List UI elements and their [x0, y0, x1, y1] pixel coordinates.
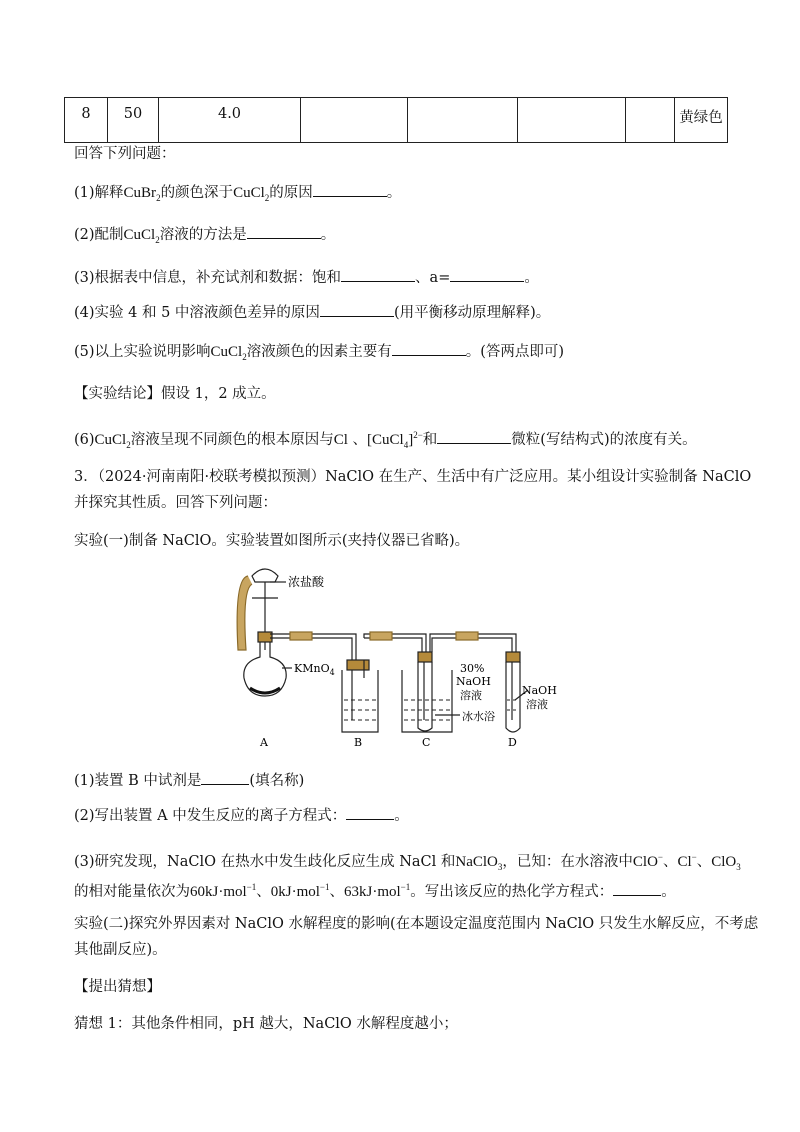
table-cell [65, 98, 108, 143]
cell-text [518, 98, 625, 106]
formula-text: 63kJ·mol [344, 884, 401, 900]
s3-text: 、 [329, 884, 344, 900]
label-soln1: 溶液 [460, 689, 482, 702]
experiment-2-line-1: 实验(二)探究外界因素对 NaClO 水解程度的影响(在本题设定温度范围内 NaClO 只发生水解反应，不考虑 [74, 916, 759, 932]
question-6 [74, 424, 697, 456]
formula-sub: 2 [242, 352, 247, 362]
table-cell [159, 98, 301, 143]
label-soln2: 溶液 [526, 698, 548, 711]
q1-text: 。 [386, 185, 402, 201]
sub-question-3-line-1 [74, 846, 741, 878]
test-tube-d-icon [506, 662, 520, 732]
problem-3-line-1: 3．（2024·河南南阳·校联考模拟预测）NaClO 在生产、生活中有广泛应用。某小组设计实验制备 NaClO [74, 469, 752, 485]
answer-blank[interactable] [320, 302, 394, 317]
s1-text: (1)装置 B 中试剂是 [74, 773, 202, 789]
q5-text: 。(答两点即可) [465, 344, 565, 360]
label-c: C [422, 736, 431, 749]
formula-text: Cl [677, 854, 692, 870]
cell-text: 4.0 [217, 106, 242, 122]
q6-text: 和 [422, 432, 438, 448]
formula-sup: − [657, 852, 663, 862]
intro-text: 回答下列问题： [74, 146, 176, 162]
answer-blank[interactable] [313, 182, 387, 197]
table-cell [108, 98, 159, 143]
formula-text: 60kJ·mol [190, 884, 247, 900]
formula-text: CuCl [233, 185, 265, 201]
question-5 [74, 341, 564, 368]
label-ice: 冰水浴 [462, 710, 495, 723]
cell-text [626, 98, 674, 106]
cell-text: 黄绿色 [679, 110, 723, 126]
beaker-icon [402, 670, 452, 732]
s3-text: 、 [662, 854, 678, 870]
q3-text: 、a= [415, 270, 451, 286]
s3-text: 的相对能量依次为 [74, 884, 190, 900]
question-3 [74, 267, 539, 289]
label-b: B [354, 736, 363, 749]
q2-text: 。 [320, 227, 336, 243]
cell-text [301, 98, 407, 106]
experiment-2-line-2: 其他副反应)。 [74, 942, 167, 958]
formula-sub: 2 [264, 193, 270, 203]
apparatus-figure [230, 560, 570, 755]
formula-text: ClO [711, 854, 737, 870]
q2-text: (2)配制 [74, 227, 124, 243]
energy [271, 884, 330, 900]
formula [124, 227, 160, 243]
label-a: A [260, 736, 268, 749]
funnel-icon [252, 569, 278, 582]
answer-blank[interactable] [201, 770, 249, 785]
conclusion-heading: 【实验结论】假设 1，2 成立。 [74, 386, 276, 402]
table-cell [626, 98, 675, 143]
formula-sub: 2 [126, 440, 131, 450]
sub-question-3-line-2 [74, 876, 676, 903]
stopper-icon [258, 632, 272, 642]
cell-text: 50 [123, 106, 143, 122]
formula-sup: −1 [400, 882, 411, 892]
label-naoh2: NaOH [522, 684, 557, 697]
q6-text: 溶液呈现不同颜色的根本原因与 [130, 432, 334, 448]
ion-complex [367, 432, 423, 448]
bracket-left-icon: [ [367, 432, 373, 448]
table-cell [408, 98, 518, 143]
table-cell [518, 98, 626, 143]
formula [233, 185, 269, 201]
s3-text: 。 [661, 884, 676, 900]
test-tube-c-icon [418, 662, 432, 731]
q6-text: 、 [352, 432, 368, 448]
formula-text: NaClO [455, 854, 498, 870]
answer-blank[interactable] [450, 267, 524, 282]
q1-text: 的颜色深于 [160, 185, 234, 201]
q3-text: (3)根据表中信息，补充试剂和数据：饱和 [74, 270, 342, 286]
formula-sub: 3 [736, 862, 741, 872]
data-table [64, 97, 728, 143]
answer-blank[interactable] [613, 881, 661, 896]
q3-text: 。 [524, 270, 539, 286]
ion [711, 854, 741, 870]
formula-text: CuBr [123, 185, 157, 201]
q6-text: 微粒(写结构式)的浓度有关。 [511, 432, 697, 448]
s1-text: (填名称) [249, 773, 305, 789]
cell-text [408, 98, 517, 106]
ion-chloride: Cl [333, 432, 348, 448]
answer-blank[interactable] [392, 341, 466, 356]
answer-blank[interactable] [437, 429, 511, 444]
ion [633, 854, 663, 870]
label-acid: 浓盐酸 [288, 575, 325, 589]
answer-blank[interactable] [346, 805, 394, 820]
q6-text: (6) [74, 432, 95, 448]
s3-text: 、 [256, 884, 271, 900]
q2-text: 溶液的方法是 [159, 227, 247, 243]
formula-text: CuCl [210, 344, 243, 360]
answer-blank[interactable] [247, 224, 321, 239]
s3-text: 。写出该反应的热化学方程式： [410, 884, 614, 900]
s3-text: 、 [696, 854, 712, 870]
stopper-icon [347, 660, 369, 670]
table-cell [301, 98, 408, 143]
label-30: 30% [460, 662, 485, 675]
formula-sup: −1 [246, 882, 257, 892]
question-1 [74, 182, 401, 209]
q4-text: (用平衡移动原理解释)。 [393, 305, 551, 321]
table-row [65, 98, 728, 143]
formula [211, 344, 247, 360]
sub-question-1 [74, 770, 304, 792]
s3-text: ，已知：在水溶液中 [502, 854, 633, 870]
energy [344, 884, 410, 900]
formula-sup: − [691, 852, 697, 862]
formula-text: CuCl [94, 432, 127, 448]
formula-text: ClO [632, 854, 658, 870]
question-2 [74, 224, 335, 251]
formula [455, 854, 502, 870]
sub-question-2 [74, 805, 409, 827]
formula-text: CuCl [372, 432, 404, 448]
bracket-right-icon: ] [408, 432, 414, 448]
answer-blank[interactable] [341, 267, 415, 282]
bottle-b-icon [342, 670, 378, 732]
formula-sup: 2− [413, 430, 423, 440]
q5-text: (5)以上实验说明影响 [74, 344, 211, 360]
s3-text: (3)研究发现，NaClO 在热水中发生歧化反应生成 NaCl 和 [74, 854, 456, 870]
problem-3-line-2: 并探究其性质。回答下列问题： [74, 495, 277, 511]
formula-sub: 2 [156, 193, 161, 203]
q4-text: (4)实验 4 和 5 中溶液颜色差异的原因 [74, 305, 320, 321]
balance-tube-icon [237, 576, 252, 650]
s2-text: (2)写出装置 A 中发生反应的离子方程式： [74, 808, 347, 824]
energy [190, 884, 256, 900]
hypothesis-1: 猜想 1：其他条件相同，pH 越大，NaClO 水解程度越小； [74, 1016, 458, 1032]
q1-text: (1)解释 [74, 185, 124, 201]
formula-sub: 2 [155, 235, 160, 245]
formula-text: CuCl [123, 227, 156, 243]
label-naoh1: NaOH [456, 675, 491, 688]
label-kmno4: KMnO$_4$ [294, 662, 335, 677]
formula-sup: −1 [319, 882, 330, 892]
formula [124, 185, 161, 201]
formula-sub: 4 [403, 440, 409, 450]
formula [95, 432, 131, 448]
s2-text: 。 [394, 808, 409, 824]
experiment-1-text: 实验(一)制备 NaClO。实验装置如图所示(夹持仪器已省略)。 [74, 533, 470, 549]
question-4 [74, 302, 550, 324]
hypothesis-heading: 【提出猜想】 [74, 979, 161, 995]
q1-text: 的原因 [269, 185, 313, 201]
formula-sub: 3 [497, 862, 503, 872]
ion [677, 854, 696, 870]
cell-text: 8 [81, 106, 91, 122]
table-cell [675, 98, 728, 143]
q5-text: 溶液颜色的因素主要有 [246, 344, 392, 360]
formula-text: 0kJ·mol [270, 884, 320, 900]
label-d: D [508, 736, 517, 749]
